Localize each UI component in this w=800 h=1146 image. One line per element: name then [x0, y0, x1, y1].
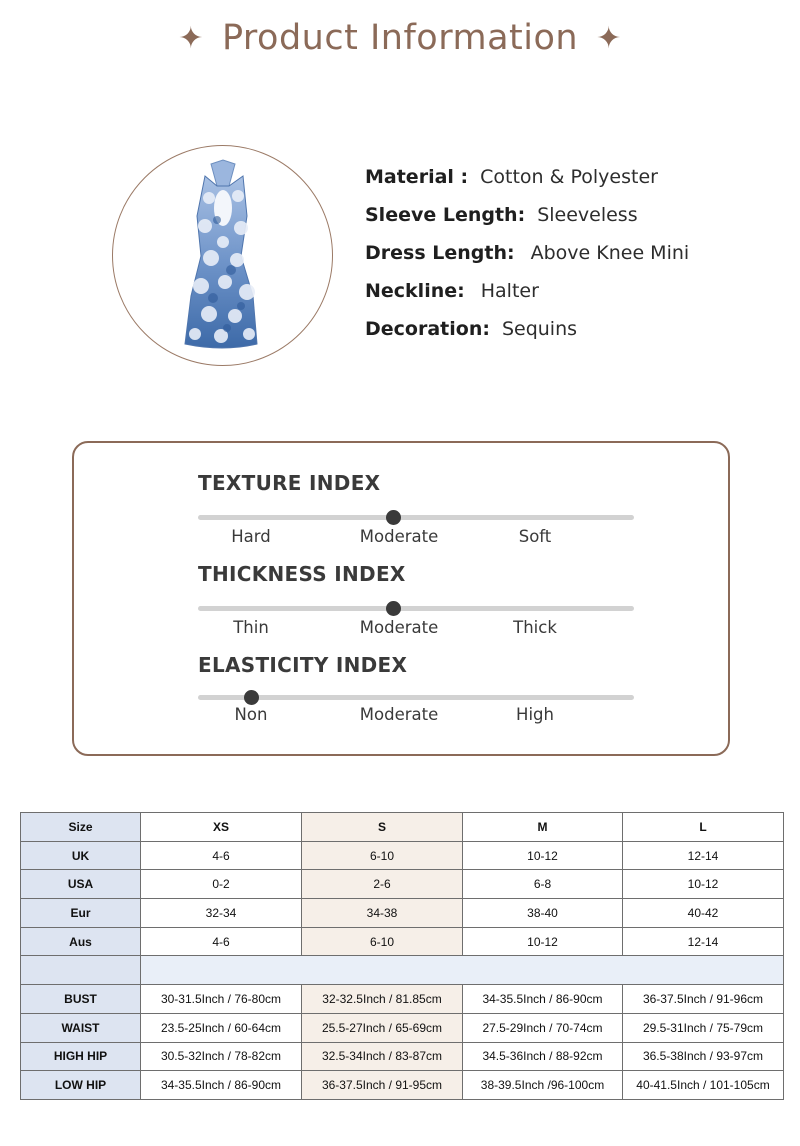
index-title: ELASTICITY INDEX: [198, 653, 408, 677]
table-row: [21, 870, 784, 899]
table-cell: 34-35.5Inch / 86-90cm: [463, 985, 623, 1014]
table-cell: 34.5-36Inch / 88-92cm: [463, 1042, 623, 1071]
sparkle-icon-left: ✦: [178, 20, 204, 56]
spacer-cell: [21, 956, 141, 985]
row-label: BUST: [21, 985, 141, 1014]
table-cell: 27.5-29Inch / 70-74cm: [463, 1013, 623, 1042]
table-cell: 12-14: [623, 841, 784, 870]
index-title: TEXTURE INDEX: [198, 471, 381, 495]
spacer-cell: [141, 956, 784, 985]
table-cell: 34-38: [302, 899, 463, 928]
table-row: [21, 1013, 784, 1042]
dress-illustration: [113, 146, 333, 366]
attribute-value: Sequins: [501, 318, 578, 340]
attribute-label: Sleeve Length:: [365, 204, 526, 226]
table-cell: 10-12: [463, 927, 623, 956]
index-label-high: High: [516, 705, 554, 724]
index-label-mid: Moderate: [359, 705, 439, 724]
attribute-value: Cotton & Polyester: [480, 166, 658, 188]
table-cell: 32-32.5Inch / 81.85cm: [302, 985, 463, 1014]
sparkle-icon-right: ✦: [596, 20, 622, 56]
row-label: WAIST: [21, 1013, 141, 1042]
thickness-index: [198, 562, 634, 642]
table-cell: 10-12: [463, 841, 623, 870]
attribute-value: Above Knee Mini: [530, 242, 690, 264]
texture-index: [198, 471, 634, 551]
page-title: Product Information: [221, 18, 579, 58]
index-knob: [244, 690, 259, 705]
index-title: THICKNESS INDEX: [198, 562, 406, 586]
table-cell: 32-34: [141, 899, 302, 928]
header-cell: M: [463, 813, 623, 842]
header-cell: S: [302, 813, 463, 842]
table-cell: 40-41.5Inch / 101-105cm: [623, 1071, 784, 1100]
table-cell: 0-2: [141, 870, 302, 899]
attribute-label: Neckline:: [365, 280, 465, 302]
row-label: Eur: [21, 899, 141, 928]
table-cell: 36-37.5Inch / 91-96cm: [623, 985, 784, 1014]
index-track: [198, 515, 634, 520]
attribute-dress-length: [365, 234, 689, 272]
index-track: [198, 606, 634, 611]
table-cell: 4-6: [141, 927, 302, 956]
attribute-label: Decoration:: [365, 318, 490, 340]
table-cell: 10-12: [623, 870, 784, 899]
fabric-index-panel: [72, 441, 730, 756]
index-label-low: Thin: [233, 618, 269, 637]
row-label: USA: [21, 870, 141, 899]
index-label-mid: Moderate: [359, 618, 439, 637]
attribute-sleeve-length: [365, 196, 689, 234]
elasticity-index: [198, 653, 634, 733]
header-cell: XS: [141, 813, 302, 842]
table-row: [21, 927, 784, 956]
table-row: [21, 1071, 784, 1100]
index-track: [198, 695, 634, 700]
table-cell: 4-6: [141, 841, 302, 870]
table-cell: 34-35.5Inch / 86-90cm: [141, 1071, 302, 1100]
title-row: [178, 18, 621, 58]
table-cell: 36-37.5Inch / 91-95cm: [302, 1071, 463, 1100]
table-cell: 23.5-25Inch / 60-64cm: [141, 1013, 302, 1042]
table-cell: 30.5-32Inch / 78-82cm: [141, 1042, 302, 1071]
index-label-high: Soft: [518, 527, 552, 546]
attribute-decoration: [365, 310, 689, 348]
header-cell: Size: [21, 813, 141, 842]
row-label: LOW HIP: [21, 1071, 141, 1100]
product-image: [112, 145, 333, 366]
attribute-value: Sleeveless: [537, 204, 638, 226]
attribute-label: Dress Length:: [365, 242, 515, 264]
index-label-low: Non: [234, 705, 268, 724]
table-cell: 2-6: [302, 870, 463, 899]
table-row: [21, 841, 784, 870]
table-cell: 32.5-34Inch / 83-87cm: [302, 1042, 463, 1071]
table-cell: 6-10: [302, 927, 463, 956]
size-chart-table: [20, 812, 784, 1100]
index-knob: [386, 601, 401, 616]
attribute-value: Halter: [480, 280, 539, 302]
attribute-label: Material :: [365, 166, 469, 188]
table-spacer-row: [21, 956, 784, 985]
table-cell: 38-40: [463, 899, 623, 928]
table-row: [21, 899, 784, 928]
table-cell: 29.5-31Inch / 75-79cm: [623, 1013, 784, 1042]
index-label-mid: Moderate: [359, 527, 439, 546]
product-attributes: [365, 158, 689, 348]
row-label: UK: [21, 841, 141, 870]
table-row: [21, 1042, 784, 1071]
table-cell: 38-39.5Inch /96-100cm: [463, 1071, 623, 1100]
table-row: [21, 985, 784, 1014]
table-cell: 36.5-38Inch / 93-97cm: [623, 1042, 784, 1071]
index-knob: [386, 510, 401, 525]
table-cell: 30-31.5Inch / 76-80cm: [141, 985, 302, 1014]
row-label: HIGH HIP: [21, 1042, 141, 1071]
index-label-high: Thick: [513, 618, 557, 637]
attribute-neckline: [365, 272, 689, 310]
page-header: [0, 18, 800, 58]
header-cell: L: [623, 813, 784, 842]
attribute-material: [365, 158, 689, 196]
table-cell: 12-14: [623, 927, 784, 956]
table-cell: 6-10: [302, 841, 463, 870]
table-cell: 40-42: [623, 899, 784, 928]
row-label: Aus: [21, 927, 141, 956]
index-label-low: Hard: [231, 527, 271, 546]
table-cell: 25.5-27Inch / 65-69cm: [302, 1013, 463, 1042]
table-header-row: [21, 813, 784, 842]
table-cell: 6-8: [463, 870, 623, 899]
